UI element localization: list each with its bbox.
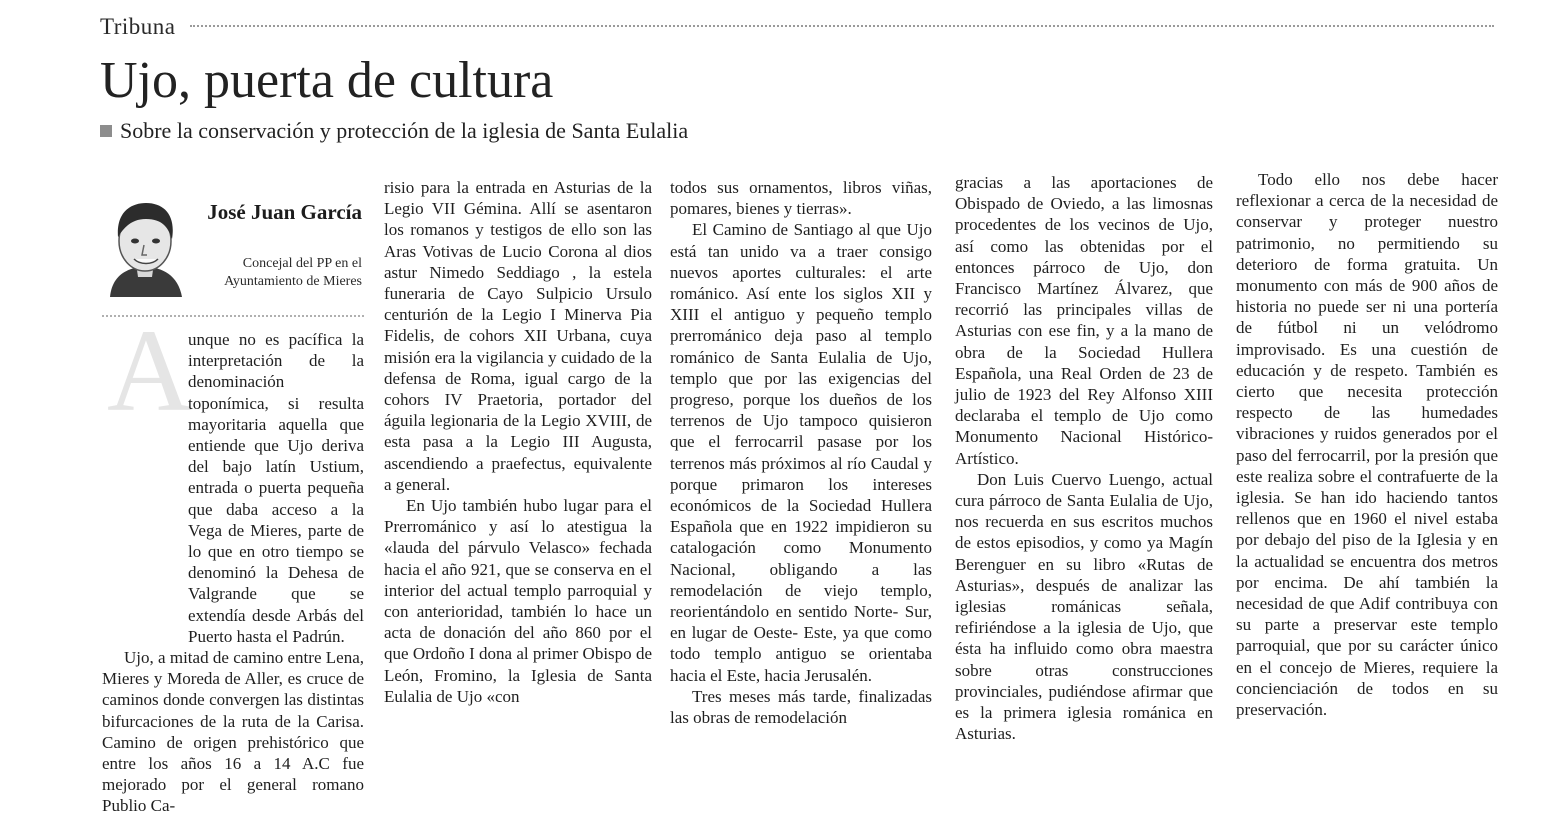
paragraph: Todo ello nos debe hacer reflexionar a cerca de la necesidad de conservar y proteger nuestro patrimonio, no permitiendo su deterioro de forma gratuita. Un monumento con más de 900 años de historia no puede ser ni una portería de fútbol ni un velódromo improvisado. Es una cuestión de educación y de respeto. También es cierto que necesita protección respecto de las humedades vibraciones y ruidos generados por el paso del ferrocarril, por la presión que este realiza sobre el contrafuerte de la iglesia. Se han ido haciendo tantos rellenos que en 1960 el nivel estaba por debajo del piso de la Iglesia y en la actualidad se encuentra dos metros por encima. De ahí también la necesidad de que Adif contribuya con su parte a preservar este templo parroquial, que por su carácter único en el concejo de Mieres, requiere la concienciación de todos en su preservación. [1236,170,1498,720]
headline: Ujo, puerta de cultura [100,52,554,109]
paragraph: El Camino de Santiago al que Ujo está tan unido va a traer consigo nuevos aportes culturales: el arte románico. Así ente los siglos XII y XIII el antiguo y pequeño templo prerrománico deja paso al templo románico de Santa Eulalia de Ujo, templo que por las exigencias del progreso, porque los dueños de los terrenos de Ujo tampoco quisieron que el ferrocarril pasase por los terrenos más próximos al río Caudal y porque primaron los intereses económicos de la Sociedad Hullera Española que en 1922 impidieron su catalogación como Monumento Nacional, obligando a las remodelación de viejo templo, reorientándolo en sentido Norte- Sur, en lugar de Oeste- Este, ya que como todo templo antiguo se orientaba hacia el Este, hacia Jerusalén. [670,220,932,685]
drop-cap: A [107,305,193,436]
article-column-3 [670,177,932,728]
article-column-4 [955,172,1213,744]
paragraph: gracias a las aportaciones de Obispado de Oviedo, a las limosnas procedentes de los vecinos de Ujo, así como las obtenidas por el entonces párroco de Ujo, don Francisco Martínez Álvarez, que recorrió las principales villas de Asturias con ese fin, y a la mano de obra de la Sociedad Hullera Española, una Real Orden de 23 de julio de 1923 del Rey Alfonso XIII declaraba el templo de Ujo como Monumento Nacional Histórico-Artístico. [955,173,1213,468]
bullet-square-icon [100,125,112,137]
paragraph: unque no es pacífica la interpretación de la denominación toponímica, si resulta mayoritaria aquella que entiende que Ujo deriva del bajo latín Ustium, entrada o puerta pequeña que daba acceso a la Vega de Mieres, parte de lo que en otro tiempo se denominó la Dehesa de Valgrande que se extendía desde Arbás del Puerto hasta el Padrún. [188,330,364,646]
subheadline [100,118,688,144]
paragraph: risio para la entrada en Asturias de la Legio VII Gémina. Allí se asentaron los romanos y testigos de ello son las Aras Votivas de Lucio Corona al dios astur Nimedo Seddiago , la estela funeraria de Cayo Sulpicio Ursulo centurión de la Legio I Minerva Pia Fidelis, de cohors XII Urbana, cuya misión era la vigilancia y cuidado de la defensa de Roma, igual cargo de la cohors IV Praetoria, portador del águila legionaria de la Legio XVIII, de esta pasa a la Legio III Augusta, ascendiendo a praefectus, equivalente a general. [384,178,652,494]
section-label: Tribuna [100,14,176,39]
article-column-5 [1236,169,1498,720]
author-name: José Juan García [207,200,362,224]
article-column-2 [384,177,652,707]
article-column-1 [102,329,364,817]
author-photo [102,197,188,297]
subheadline-text: Sobre la conservación y protección de la iglesia de Santa Eulalia [120,118,689,143]
paragraph: Ujo, a mitad de camino entre Lena, Mieres y Moreda de Aller, es cruce de caminos donde convergen las distintas bifurcaciones de la ruta de la Carisa. Camino de origen prehistórico que entre los años 16 a 14 A.C fue mejorado por el general romano Publio Ca- [102,648,364,816]
paragraph: todos sus ornamentos, libros viñas, pomares, bienes y tierras». [670,178,932,219]
section-rule [190,25,1494,27]
author-role: Concejal del PP en el Ayuntamiento de Mieres [224,256,362,289]
paragraph: En Ujo también hubo lugar para el Prerrománico y así lo atestigua la «lauda del párvulo Velasco» fechada hacia el año 921, que se conserva en el interior del actual templo parroquial y con anterioridad, también lo hace un acta de donación del año 860 por el que Ordoño I dona al primer Obispo de León, Fromino, la Iglesia de Santa Eulalia de Ujo «con [384,496,652,706]
paragraph: Don Luis Cuervo Luengo, actual cura párroco de Santa Eulalia de Ujo, nos recuerda en sus escritos muchos de estos episodios, y como ya Magín Berenguer en su libro «Rutas de Asturias», después de analizar las iglesias románicas señala, refiriéndose a la iglesia de Ujo, que ésta ha influido como obra maestra sobre otras construcciones provinciales, pudiéndose afirmar que es la primera iglesia románica en Asturias. [955,469,1213,744]
paragraph: Tres meses más tarde, finalizadas las obras de remodelación [670,686,932,728]
